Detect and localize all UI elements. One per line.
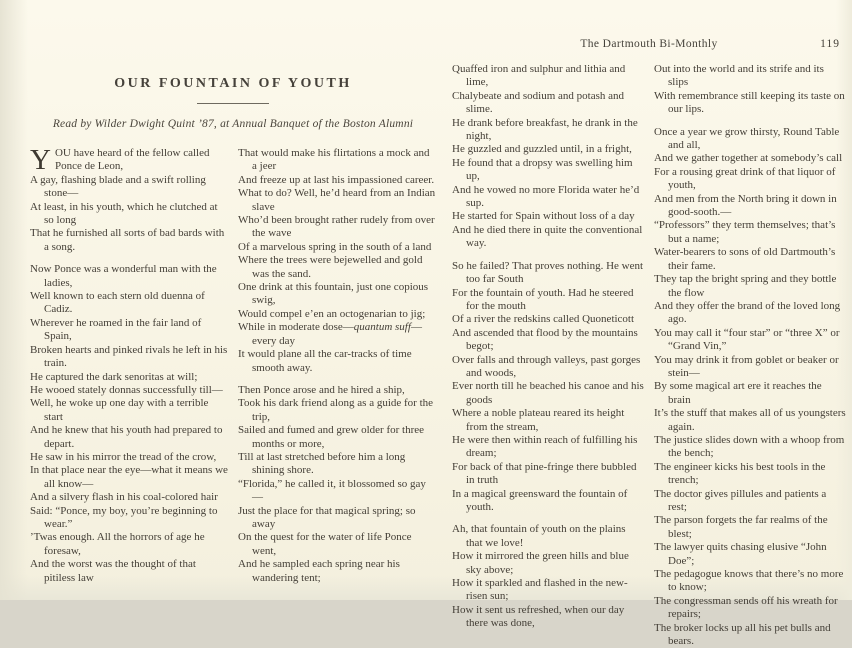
poem-title: OUR FOUNTAIN OF YOUTH	[114, 76, 352, 91]
right-page-columns	[452, 63, 846, 648]
verse-line: They tap the bright spring and they bottle the flow	[654, 273, 837, 299]
verse-line: How it sent us refreshed, when our day there was done,	[452, 603, 625, 630]
verse-line: A gay, flashing blade and a swift rolling stone—	[30, 173, 206, 200]
verse-line: What to do? Well, he’d heard from an Indian slave	[238, 187, 436, 213]
verse-line: And ascended that flood by the mountains begot;	[452, 326, 638, 353]
verse-line: Till at last stretched before him a long shining shore.	[238, 450, 406, 477]
verse-line: He found that a dropsy was swelling him up,	[452, 156, 633, 183]
right-column-1	[452, 63, 644, 648]
verse-line: That he furnished all sorts of bad bards with a song.	[30, 227, 225, 253]
verse-line: Would compel e’en an octogenarian to jig;	[238, 307, 426, 320]
verse-line: Then Ponce arose and he hired a ship,	[238, 383, 405, 396]
stanza	[654, 126, 846, 648]
left-column-2	[238, 147, 436, 585]
verse-line: With remembrance still keeping its taste on our lips.	[654, 89, 845, 116]
verse-line: Out into the world and its strife and its slips	[654, 63, 824, 89]
verse-text: While in moderate dose—	[238, 321, 354, 334]
stanza	[452, 63, 644, 251]
verse-line: And men from the North bring it down in good-sooth.—	[654, 192, 837, 219]
right-column-2	[654, 63, 846, 648]
verse-line: He started for Spain without loss of a day	[452, 210, 635, 223]
verse-line: Said: “Ponce, my boy, you’re beginning to wear.”	[30, 504, 218, 530]
verse-line: For a rousing great drink of that liquor of youth,	[654, 165, 836, 192]
verse-line: Where a noble plateau reared its height from the stream,	[452, 407, 625, 433]
verse-line: It would plane all the car-tracks of time smooth away.	[238, 348, 412, 374]
verse-line: Who’d been brought rather rudely from over the wave	[238, 214, 435, 240]
verse-line: Ever north till he beached his canoe and his goods	[452, 380, 644, 406]
stanza	[238, 384, 436, 585]
verse-line: Now Ponce was a wonderful man with the ladies,	[30, 263, 217, 289]
verse-line: For back of that pine-fringe there bubbled in truth	[452, 460, 637, 487]
poem-byline: Read by Wilder Dwight Quint ’87, at Annual Banquet of the Boston Alumni	[52, 118, 414, 130]
verse-line: Took his dark friend along as a guide for the trip,	[238, 397, 434, 423]
verse-line: Chalybeate and sodium and potash and slime.	[452, 89, 624, 116]
verse-line: In a magical greensward the fountain of youth.	[452, 487, 628, 513]
stanza	[452, 260, 644, 515]
verse-line: Of a river the redskins called Quoneticott	[452, 313, 635, 326]
stanza	[238, 147, 436, 375]
verse-line: Broken hearts and pinked rivals he left in his train.	[30, 343, 228, 370]
verse-line: He saw in his mirror the tread of the crow,	[30, 450, 217, 463]
running-header	[452, 38, 846, 54]
verse-line: ’Twas enough. All the horrors of age he foresaw,	[30, 531, 205, 557]
verse-line: So he failed? That proves nothing. He went too far South	[452, 259, 644, 286]
verse-line: And we gather together at somebody’s call	[654, 152, 843, 165]
verse-line: On the quest for the water of life Ponce went,	[238, 531, 412, 557]
verse-line: The justice slides down with a whoop from the bench;	[654, 433, 845, 460]
verse-line: The doctor gives pillules and patients a rest;	[654, 487, 827, 513]
verse-line: And a silvery flash in his coal-colored hair	[30, 491, 218, 504]
verse-line: Once a year we grow thirsty, Round Table and all,	[654, 125, 840, 152]
italic-phrase: quantum suff	[353, 321, 411, 334]
verse-line: Where the trees were bejewelled and gold was the sand.	[238, 254, 423, 280]
verse-line: Over falls and through valleys, past gorges and woods,	[452, 353, 641, 379]
verse-line: He captured the dark senoritas at will;	[30, 370, 198, 383]
verse-line: Well known to each stern old duenna of Cadiz.	[30, 290, 205, 316]
verse-line: How it mirrored the green hills and blue sky above;	[452, 550, 629, 576]
verse-line: The pedagogue knows that there’s no more to know;	[654, 568, 844, 594]
verse-line: Sailed and fumed and grew older for three months or more,	[238, 424, 425, 450]
verse-line: At least, in his youth, which he clutched at so long	[30, 200, 218, 227]
verse-line: YOU have heard of the fellow called Ponce de Leon,	[30, 144, 210, 176]
verse-line: Of a marvelous spring in the south of a land	[238, 240, 432, 253]
journal-title: The Dartmouth Bi-Monthly	[580, 38, 718, 50]
verse-line: “Florida,” he called it, it blossomed so gay—	[238, 477, 426, 504]
verse-line: By some magical art ere it reaches the brain	[654, 380, 822, 406]
verse-line: Wherever he roamed in the fair land of Spain,	[30, 316, 202, 343]
left-column-1	[30, 144, 228, 585]
left-page	[30, 76, 436, 585]
verse-text: —every day	[252, 321, 422, 347]
verse-line: And the worst was the thought of that pitiless law	[30, 558, 196, 584]
verse-line: And freeze up at last his impassioned career.	[238, 173, 435, 186]
stanza	[30, 144, 228, 254]
verse-line: The broker locks up all his pet bulls and bears.	[654, 621, 831, 648]
verse-line: “Professors” they term themselves; that’s but a name;	[654, 219, 836, 245]
verse-line: The lawyer quits chasing elusive “John Doe”;	[654, 541, 827, 567]
verse-line: He were then within reach of fulfilling his dream;	[452, 433, 638, 460]
verse-line: For the fountain of youth. Had he steered for the mouth	[452, 286, 634, 312]
verse-line: Just the place for that magical spring; so away	[238, 504, 416, 530]
verse-line: The engineer kicks his best tools in the trench;	[654, 460, 826, 487]
verse-line: He wooed stately donnas successfully till—	[30, 383, 223, 396]
verse-line: How it sparkled and flashed in the new-risen sun;	[452, 577, 628, 603]
verse-line: Water-bearers to sons of old Dartmouth’s their fame.	[654, 246, 836, 272]
verse-line: And he sampled each spring near his wandering tent;	[238, 558, 400, 584]
left-page-columns	[30, 144, 436, 585]
verse-line: And he knew that his youth had prepared to depart.	[30, 424, 223, 450]
drop-cap: Y	[30, 144, 51, 176]
verse-line: The congressman sends off his wreath for repairs;	[654, 594, 838, 621]
verse-line: And he vowed no more Florida water he’d sup.	[452, 183, 640, 210]
right-page	[452, 38, 846, 648]
verse-line: Ah, that fountain of youth on the plains that we love!	[452, 523, 626, 549]
verse-line: And they offer the brand of the loved long ago.	[654, 299, 841, 326]
verse-line: And he died there in quite the conventional way.	[452, 223, 643, 250]
verse-line: He guzzled and guzzled until, in a fright,	[452, 143, 632, 156]
stanza	[452, 523, 644, 630]
verse-line	[238, 321, 436, 348]
verse-line: The parson forgets the far realms of the blest;	[654, 514, 828, 540]
stanza	[30, 263, 228, 585]
verse-line: Quaffed iron and sulphur and lithia and lime,	[452, 63, 626, 89]
verse-line: You may drink it from goblet or beaker or stein—	[654, 353, 839, 379]
verse-line: He drank before breakfast, he drank in the night,	[452, 116, 638, 143]
verse-line: One drink at this fountain, just one copious swig,	[238, 281, 429, 307]
verse-line: You may call it “four star” or “three X” or “Grand Vin,”	[654, 326, 840, 353]
verse-line: In that place near the eye—what it means we all know—	[30, 464, 228, 490]
verse-line: That would make his flirtations a mock and a jeer	[238, 147, 430, 173]
verse-line: Well, he woke up one day with a terrible start	[30, 397, 209, 423]
page-number: 119	[820, 38, 840, 50]
title-rule	[197, 103, 269, 104]
stanza	[654, 63, 846, 117]
verse-line: It’s the stuff that makes all of us youngsters again.	[654, 407, 846, 433]
